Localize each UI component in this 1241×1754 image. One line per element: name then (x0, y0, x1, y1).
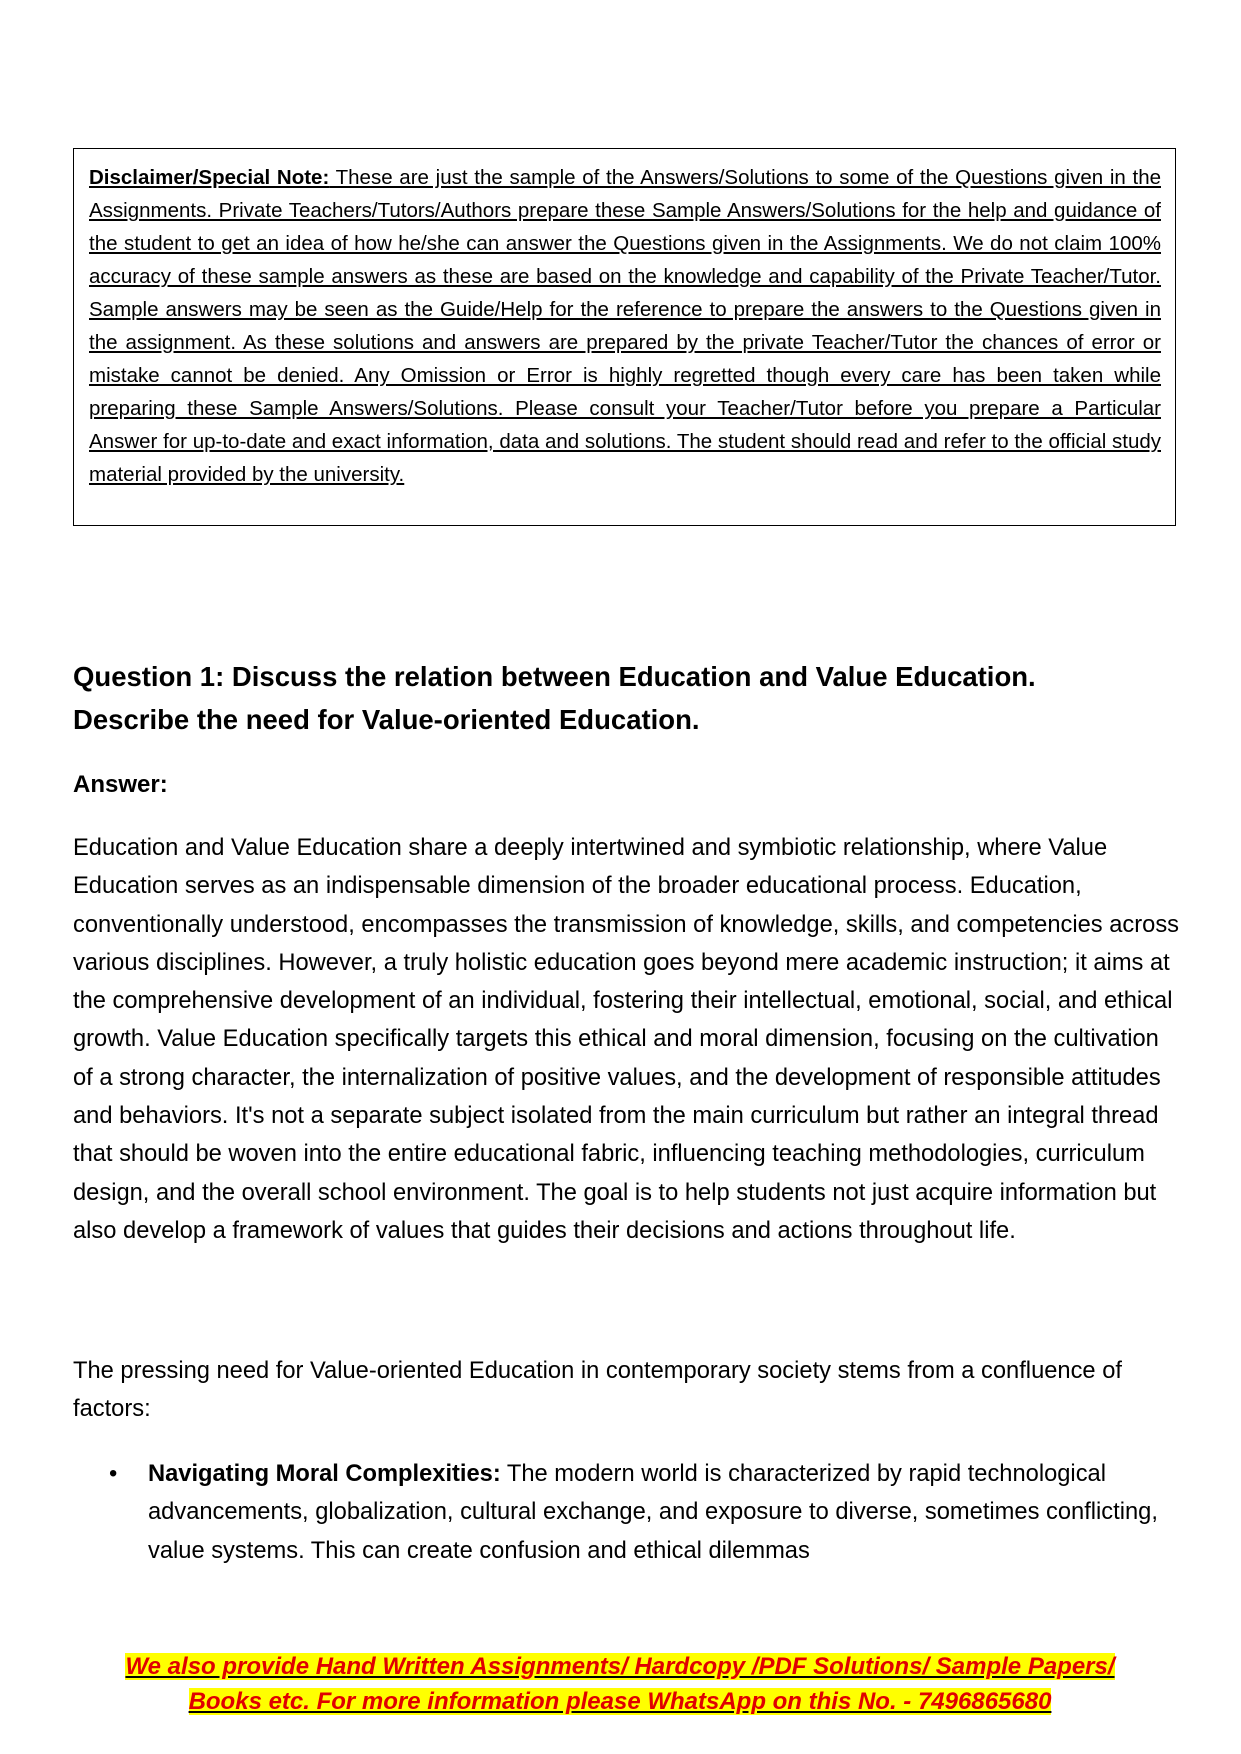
question-line-1: Question 1: Discuss the relation between Education and Value Education. (73, 661, 1036, 692)
disclaimer-box (73, 148, 1176, 526)
disclaimer-text: These are just the sample of the Answers/Solutions to some of the Questions given in the Assignments. Private Teachers/Tutors/Authors prepare these Sample Answers/Solutions for the help and guidance of the student to get an idea of how he/she can answer the Questions given in the Assignments. We do not claim 100% accuracy of these sample answers as these are based on the knowledge and capability of the Private Teacher/Tutor. Sample answers may be seen as the Guide/Help for the reference to prepare the answers to the Questions given in the assignment. As these solutions and answers are prepared by the private Teacher/Tutor the chances of error or mistake cannot be denied. Any Omission or Error is highly regretted though every care has been taken while preparing these Sample Answers/Solutions. Please consult your Teacher/Tutor before you prepare a Particular Answer for up-to-date and exact information, data and solutions. The student should read and refer to the official study material provided by the university. (89, 166, 1161, 486)
bullet-list (73, 1455, 1185, 1570)
answer-paragraph-1: Education and Value Education share a deeply intertwined and symbiotic relationship, where Value Education serves as an indispensable dimension of the broader educational process. Education, conventionally understood, encompasses the transmission of knowledge, skills, and competencies across various disciplines. However, a truly holistic education goes beyond mere academic instruction; it aims at the comprehensive development of an individual, fostering their intellectual, emotional, social, and ethical growth. Value Education specifically targets this ethical and moral dimension, focusing on the cultivation of a strong character, the internalization of positive values, and the development of responsible attitudes and behaviors. It's not a separate subject isolated from the main curriculum but rather an integral thread that should be woven into the entire educational fabric, influencing teaching methodologies, curriculum design, and the overall school environment. The goal is to help students not just acquire information but also develop a framework of values that guides their decisions and actions throughout life. (73, 835, 1180, 1244)
footer-line-2: Books etc. For more information please WhatsApp on this No. - 7496865680 (188, 1688, 1052, 1715)
answer-label: Answer: (73, 771, 168, 798)
bullet-term: Navigating Moral Complexities: (148, 1461, 501, 1487)
footer-promo (90, 1649, 1150, 1719)
footer-line-1: We also provide Hand Written Assignments/ Hardcopy /PDF Solutions/ Sample Papers/ (125, 1653, 1115, 1680)
bullet-text: The modern world is characterized by rapid technological advancements, globalization, cultural exchange, and exposure to diverse, sometimes conflicting, value systems. This can create confusion and ethical dilemmas (148, 1461, 1158, 1564)
disclaimer-label: Disclaimer/Special Note: (89, 166, 330, 189)
question-line-2: Describe the need for Value-oriented Education. (73, 704, 700, 735)
list-item (73, 1455, 1185, 1570)
answer-paragraph-2: The pressing need for Value-oriented Education in contemporary society stems from a confluence of factors: (73, 1358, 1122, 1423)
bullet-dot-icon: • (109, 1461, 118, 1487)
question-heading (73, 655, 1183, 741)
